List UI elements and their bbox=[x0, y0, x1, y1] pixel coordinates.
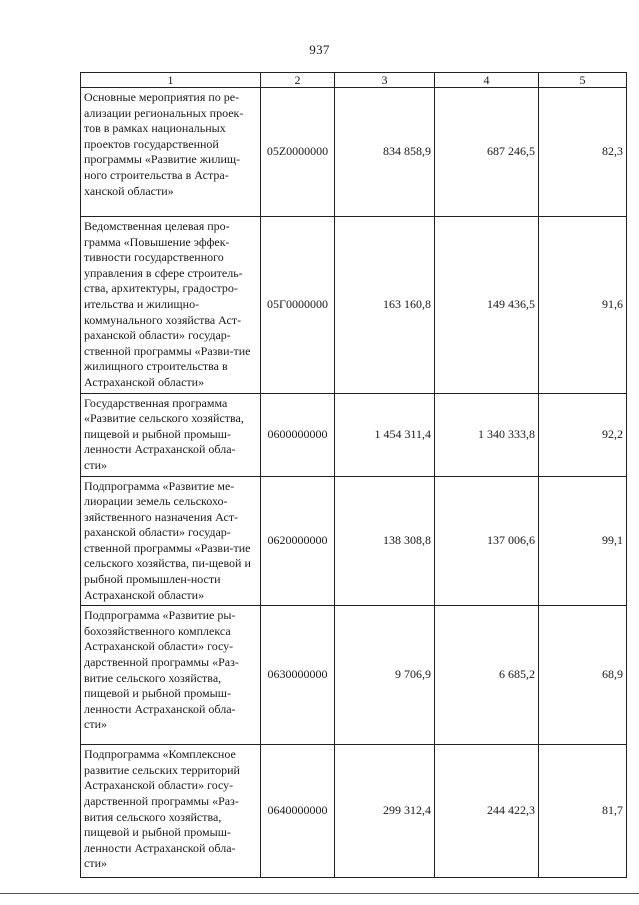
table-row bbox=[81, 606, 627, 745]
column-header-4: 4 bbox=[435, 73, 539, 88]
table-row bbox=[81, 745, 627, 878]
program-name-cell: Государственная программа «Развитие сельского хозяйства, пищевой и рыбной промыш-ленности Астраханской обла-сти» bbox=[81, 393, 261, 476]
value-col3-cell: 9 706,9 bbox=[335, 606, 435, 745]
program-code-cell: 0630000000 bbox=[261, 606, 335, 745]
program-name-cell: Подпрограмма «Комплексное развитие сельских территорий Астраханской области» госу-дарственной программы «Раз-вития сельского хозяйства, пищевой и рыбной промыш-ленности Астраханской обла-сти» bbox=[81, 745, 261, 878]
value-col4-cell: 244 422,3 bbox=[435, 745, 539, 878]
value-col4-cell: 6 685,2 bbox=[435, 606, 539, 745]
program-name-cell: Подпрограмма «Развитие ры-бохозяйственного комплекса Астраханской области» госу-дарственной программы «Раз-витие сельского хозяйства, пищевой и рыбной промыш-ленности Астраханской обла-сти» bbox=[81, 606, 261, 745]
program-code-cell: 05Г0000000 bbox=[261, 217, 335, 394]
percent-cell: 68,9 bbox=[539, 606, 627, 745]
table-row bbox=[81, 88, 627, 217]
value-col4-cell: 687 246,5 bbox=[435, 88, 539, 217]
column-header-1: 1 bbox=[81, 73, 261, 88]
program-name-cell: Подпрограмма «Развитие ме-лиорации земель сельскохо-зяйственного назначения Аст-раханской области» государ-ственной программы «Разви-тие сельского хозяйства, пи-щевой и рыбной промышлен-ности Астраханской области» bbox=[81, 476, 261, 606]
value-col3-cell: 299 312,4 bbox=[335, 745, 435, 878]
column-header-3: 3 bbox=[335, 73, 435, 88]
value-col4-cell: 149 436,5 bbox=[435, 217, 539, 394]
value-col3-cell: 138 308,8 bbox=[335, 476, 435, 606]
column-header-2: 2 bbox=[261, 73, 335, 88]
value-col3-cell: 1 454 311,4 bbox=[335, 393, 435, 476]
table-row bbox=[81, 476, 627, 606]
program-code-cell: 0640000000 bbox=[261, 745, 335, 878]
value-col4-cell: 137 006,6 bbox=[435, 476, 539, 606]
value-col3-cell: 163 160,8 bbox=[335, 217, 435, 394]
value-col4-cell: 1 340 333,8 bbox=[435, 393, 539, 476]
program-code-cell: 0600000000 bbox=[261, 393, 335, 476]
program-name-cell: Основные мероприятия по ре-ализации региональных проек-тов в рамках национальных проектов государственной программы «Развитие жилищ-ного строительства в Астра-ханской области» bbox=[81, 88, 261, 217]
table-row bbox=[81, 393, 627, 476]
percent-cell: 82,3 bbox=[539, 88, 627, 217]
column-header-5: 5 bbox=[539, 73, 627, 88]
percent-cell: 91,6 bbox=[539, 217, 627, 394]
budget-table bbox=[80, 72, 627, 878]
percent-cell: 99,1 bbox=[539, 476, 627, 606]
percent-cell: 81,7 bbox=[539, 745, 627, 878]
table-header-row bbox=[81, 73, 627, 88]
table-row bbox=[81, 217, 627, 394]
page-bottom-rule bbox=[0, 893, 639, 894]
percent-cell: 92,2 bbox=[539, 393, 627, 476]
program-code-cell: 05Z0000000 bbox=[261, 88, 335, 217]
value-col3-cell: 834 858,9 bbox=[335, 88, 435, 217]
page-number: 937 bbox=[309, 42, 330, 57]
program-code-cell: 0620000000 bbox=[261, 476, 335, 606]
program-name-cell: Ведомственная целевая про-грамма «Повышение эффек-тивности государственного управления в сфере строитель-ства, архитектуры, градостро-ительства и жилищно-коммунального хозяйства Аст-раханской области» государ-ственной программы «Разви-тие жилищного строительства в Астраханской области» bbox=[81, 217, 261, 394]
